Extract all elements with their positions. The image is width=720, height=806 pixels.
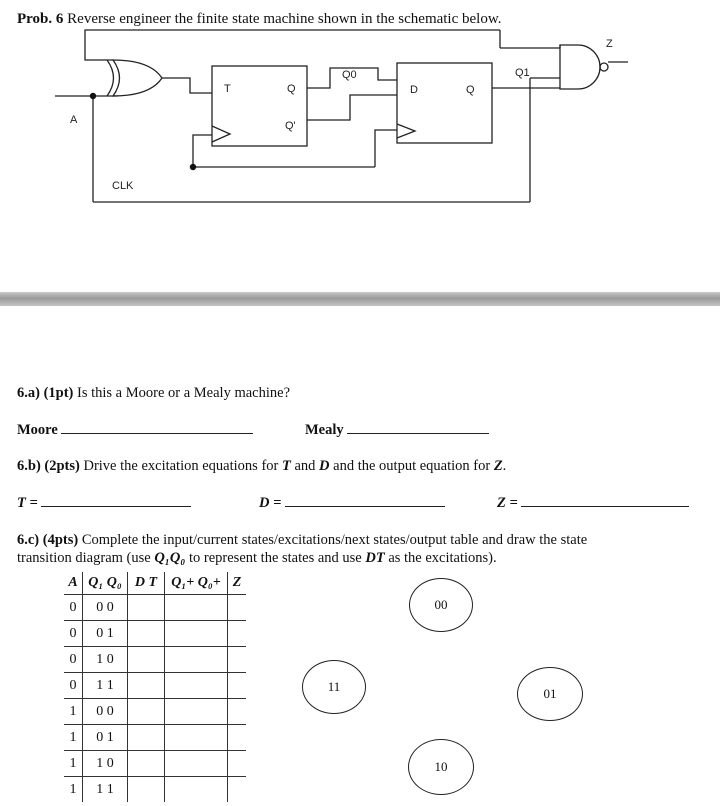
dff-d-label: D <box>410 84 418 96</box>
page-divider <box>0 292 720 306</box>
z-eq-line[interactable] <box>521 506 689 507</box>
cell-z[interactable] <box>228 595 247 621</box>
cell-dt[interactable] <box>128 647 165 673</box>
dff-q-label: Q <box>466 84 475 96</box>
cell-next[interactable] <box>165 673 228 699</box>
d-eq-label: D = <box>259 495 282 511</box>
moore-answer <box>17 422 253 439</box>
header-q1q0: Q₁ Q₀ <box>83 572 128 595</box>
fsm-schematic <box>0 0 720 290</box>
cell-q: 1 0 <box>83 647 128 673</box>
cell-q: 1 1 <box>83 673 128 699</box>
cell-z[interactable] <box>228 751 247 777</box>
z-eq-label: Z = <box>497 495 518 511</box>
clk-label: CLK <box>112 180 134 192</box>
cell-a: 0 <box>64 673 83 699</box>
cell-dt[interactable] <box>128 699 165 725</box>
cell-a: 1 <box>64 699 83 725</box>
cell-z[interactable] <box>228 725 247 751</box>
q6a-text: Is this a Moore or a Mealy machine? <box>77 385 291 401</box>
tff-t-label: T <box>224 83 231 95</box>
cell-dt[interactable] <box>128 751 165 777</box>
state-01[interactable]: 01 <box>517 667 583 721</box>
cell-a: 1 <box>64 751 83 777</box>
q1-label: Q1 <box>515 67 530 79</box>
tff-qbar-label: Q' <box>285 120 296 132</box>
mealy-label: Mealy <box>305 422 344 438</box>
cell-dt[interactable] <box>128 725 165 751</box>
cell-q: 0 1 <box>83 725 128 751</box>
moore-label: Moore <box>17 422 58 438</box>
tff-q-label: Q <box>287 83 296 95</box>
t-eq-line[interactable] <box>41 506 191 507</box>
q6b-period: . <box>502 458 507 474</box>
q6b-z: Z <box>493 458 503 474</box>
cell-dt[interactable] <box>128 621 165 647</box>
cell-next[interactable] <box>165 699 228 725</box>
cell-dt[interactable] <box>128 673 165 699</box>
q6b-and: and <box>294 458 316 474</box>
cell-next[interactable] <box>165 595 228 621</box>
table-row <box>64 777 246 803</box>
cell-q: 0 0 <box>83 595 128 621</box>
cell-z[interactable] <box>228 673 247 699</box>
state-table <box>64 572 246 802</box>
q6b-label: 6.b) (2pts) <box>17 458 80 474</box>
cell-next[interactable] <box>165 621 228 647</box>
table-row <box>64 621 246 647</box>
header-a: A <box>68 575 78 590</box>
q6c-line2-mid: to represent the states and use <box>189 550 362 566</box>
q6a-label: 6.a) (1pt) <box>17 385 74 401</box>
header-dt: D T <box>128 572 165 595</box>
cell-z[interactable] <box>228 777 247 803</box>
question-6a <box>17 385 290 402</box>
cell-z[interactable] <box>228 699 247 725</box>
q6c-dt: DT <box>365 550 385 566</box>
q6b-text-mid: and the output equation for <box>333 458 491 474</box>
header-z: Z <box>228 572 247 595</box>
q6c-line1: Complete the input/current states/excitations/next states/output table and draw the state <box>81 532 588 548</box>
q6c-label: 6.c) (4pts) <box>17 532 79 548</box>
output-z-label: Z <box>606 38 613 50</box>
cell-a: 1 <box>64 725 83 751</box>
table-row <box>64 751 246 777</box>
t-eq-label: T = <box>17 495 38 511</box>
problem-text: Reverse engineer the finite state machine shown in the schematic below. <box>67 11 502 27</box>
cell-q: 0 0 <box>83 699 128 725</box>
q6c-line2-post: as the excitations). <box>388 550 497 566</box>
q0-label: Q0 <box>342 69 357 81</box>
q6c-line2-pre: transition diagram (use <box>17 550 151 566</box>
state-10[interactable]: 10 <box>408 739 474 795</box>
cell-next[interactable] <box>165 751 228 777</box>
q6b-t: T <box>281 458 291 474</box>
cell-dt[interactable] <box>128 595 165 621</box>
d-eq-line[interactable] <box>285 506 445 507</box>
cell-q: 1 1 <box>83 777 128 803</box>
cell-dt[interactable] <box>128 777 165 803</box>
table-row <box>64 725 246 751</box>
mealy-answer-line[interactable] <box>347 433 489 434</box>
q6c-q1q0: Q₁Q₀ <box>154 550 186 566</box>
d-equation <box>259 495 445 512</box>
table-row <box>64 595 246 621</box>
cell-next[interactable] <box>165 647 228 673</box>
mealy-answer <box>305 422 489 439</box>
cell-z[interactable] <box>228 621 247 647</box>
state-11[interactable]: 11 <box>302 660 366 714</box>
cell-a: 0 <box>64 647 83 673</box>
problem-number: Prob. 6 <box>17 11 64 27</box>
cell-a: 1 <box>64 777 83 803</box>
table-header-row <box>64 572 246 595</box>
question-6c-line2 <box>17 550 497 567</box>
cell-next[interactable] <box>165 725 228 751</box>
cell-z[interactable] <box>228 647 247 673</box>
t-equation <box>17 495 191 512</box>
q6b-text-pre: Drive the excitation equations for <box>83 458 279 474</box>
table-row <box>64 673 246 699</box>
input-a-label: A <box>70 114 78 126</box>
question-6b <box>17 458 506 475</box>
cell-q: 1 0 <box>83 751 128 777</box>
z-equation <box>497 495 689 512</box>
question-6c <box>17 532 587 549</box>
cell-a: 0 <box>64 621 83 647</box>
table-row <box>64 699 246 725</box>
q6b-d: D <box>319 458 330 474</box>
cell-q: 0 1 <box>83 621 128 647</box>
cell-a: 0 <box>64 595 83 621</box>
state-00[interactable]: 00 <box>409 578 473 632</box>
moore-answer-line[interactable] <box>61 433 253 434</box>
table-row <box>64 647 246 673</box>
cell-next[interactable] <box>165 777 228 803</box>
header-next: Q₁+ Q₀+ <box>165 572 228 595</box>
